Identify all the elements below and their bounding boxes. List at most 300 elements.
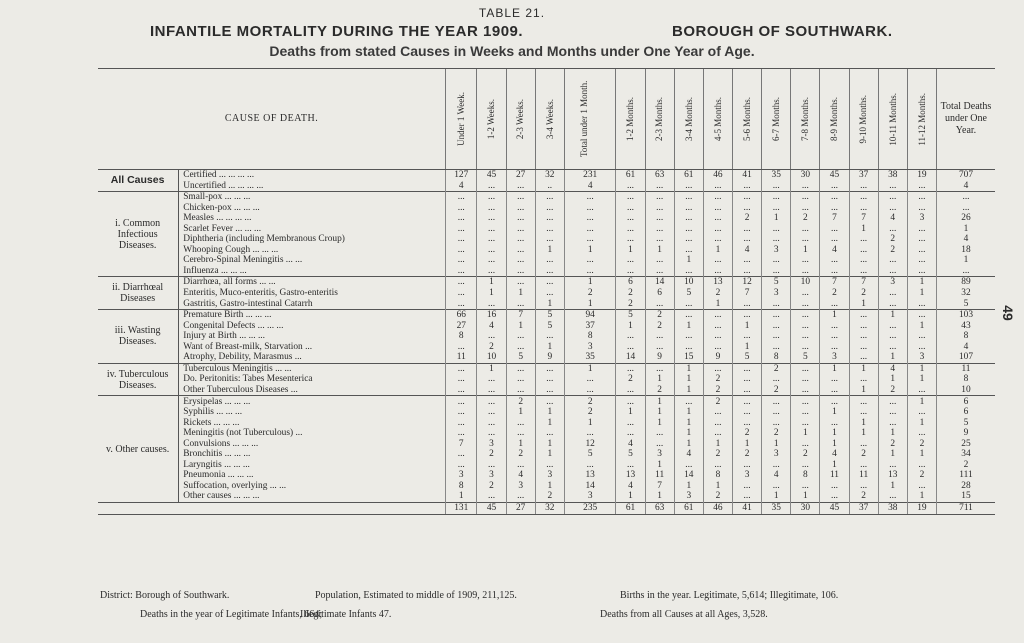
value-cell: ... [506,181,535,192]
value-cell: 1 [849,418,878,429]
value-cell: ... [907,481,936,492]
cause-cell: Injury at Birth ... ... ... [179,331,446,342]
value-cell: ... [506,234,535,245]
value-cell: ... [616,266,645,277]
value-cell: ... [907,460,936,471]
value-cell: ... [791,439,820,450]
value-cell: ... [703,192,732,203]
value-cell: ... [645,342,674,353]
value-cell: ... [762,203,791,214]
value-cell: ... [506,331,535,342]
footer-illegitimate-deaths: Illegitimate Infants 47. [300,609,392,620]
value-cell: ... [616,331,645,342]
value-cell: ... [849,352,878,363]
value-cell: 6 [645,288,674,299]
value-cell: 3 [506,481,535,492]
table-row [98,255,995,266]
value-cell: ... [791,321,820,332]
value-cell: 9 [645,352,674,363]
value-cell: ... [849,181,878,192]
value-cell: ... [616,203,645,214]
value-cell: ... [703,460,732,471]
value-cell: ... [907,181,936,192]
value-cell: 35 [564,352,616,363]
value-cell: ... [477,224,506,235]
col-header: 1-2 Weeks. [477,69,506,170]
value-cell: ... [820,385,849,396]
value-cell: 1 [907,418,936,429]
value-cell: 45 [477,170,506,181]
value-cell: 1 [674,481,703,492]
value-cell: 6 [616,277,645,288]
table-label: TABLE 21. [478,6,546,20]
value-cell: ... [506,245,535,256]
value-cell: 14 [616,352,645,363]
cause-cell: Laryngitis ... ... ... [179,460,446,471]
value-cell: 14 [674,470,703,481]
value-cell: 8 [791,470,820,481]
value-cell: ... [820,481,849,492]
value-cell: 1 [907,491,936,502]
value-cell: 4 [820,449,849,460]
value-cell: ... [616,342,645,353]
value-cell: ... [616,234,645,245]
value-cell: 1 [849,428,878,439]
value-cell: 1 [849,385,878,396]
table-row [98,203,995,214]
value-cell: 5 [564,449,616,460]
value-cell: ... [506,363,535,374]
value-cell: 13 [878,470,907,481]
value-cell: ... [936,192,995,203]
table-row [98,491,995,502]
value-cell: 1 [791,491,820,502]
cause-header: CAUSE OF DEATH. [98,69,446,170]
value-cell: ... [703,181,732,192]
value-cell: 66 [446,310,477,321]
value-cell: ... [506,255,535,266]
value-cell: 3 [762,288,791,299]
value-cell: ... [791,363,820,374]
value-cell: ... [506,277,535,288]
value-cell: 89 [936,277,995,288]
table-row [98,299,995,310]
col-header: 2-3 Weeks. [506,69,535,170]
value-cell: 1 [762,439,791,450]
value-cell: 4 [878,363,907,374]
value-cell: 38 [878,170,907,181]
value-cell: ... [907,192,936,203]
value-cell: 13 [616,470,645,481]
value-cell: ... [733,203,762,214]
value-cell: ... [762,407,791,418]
col-header: 2-3 Months. [645,69,674,170]
value-cell: 12 [733,277,762,288]
value-cell: 1 [645,491,674,502]
value-cell: 2 [616,288,645,299]
table-row [98,407,995,418]
value-cell: 1 [820,439,849,450]
value-cell: ... [791,299,820,310]
value-cell: 8 [446,481,477,492]
value-cell: 30 [791,170,820,181]
value-cell: ... [849,396,878,407]
total-cell: 35 [762,502,791,514]
value-cell: 111 [936,470,995,481]
value-cell: 1 [616,407,645,418]
value-cell: ... [674,234,703,245]
value-cell: 2 [564,288,616,299]
value-cell: 231 [564,170,616,181]
value-cell: 1 [506,439,535,450]
value-cell: 1 [907,396,936,407]
value-cell: 5 [936,299,995,310]
value-cell: 9 [703,352,732,363]
value-cell: ... [446,418,477,429]
value-cell: 2 [733,213,762,224]
value-cell: ... [674,299,703,310]
value-cell: 2 [477,449,506,460]
value-cell: 5 [936,418,995,429]
value-cell: ... [878,288,907,299]
mortality-table [98,68,995,515]
value-cell: 103 [936,310,995,321]
value-cell: 3 [878,277,907,288]
value-cell: ... [564,460,616,471]
value-cell: ... [849,407,878,418]
value-cell: ... [762,396,791,407]
value-cell: 1 [878,449,907,460]
value-cell: ... [535,203,564,214]
value-cell: ... [703,255,732,266]
value-cell: ... [616,428,645,439]
value-cell: ... [446,192,477,203]
value-cell: 2 [878,245,907,256]
value-cell: ... [535,213,564,224]
total-cell: 61 [616,502,645,514]
value-cell: ... [674,396,703,407]
value-cell: ... [762,331,791,342]
value-cell: 1 [674,428,703,439]
value-cell: ... [878,407,907,418]
value-cell: ... [878,460,907,471]
value-cell: ... [762,342,791,353]
value-cell: 1 [733,342,762,353]
value-cell: ... [535,374,564,385]
value-cell: 2 [703,385,732,396]
value-cell: ... [791,310,820,321]
value-cell: ... [674,331,703,342]
value-cell: ... [477,385,506,396]
value-cell: ... [762,460,791,471]
table-row [98,460,995,471]
value-cell: 1 [535,245,564,256]
value-cell: 1 [878,310,907,321]
value-cell: ... [762,299,791,310]
value-cell: ... [907,245,936,256]
value-cell: 8 [446,331,477,342]
cause-cell: Small-pox ... ... ... [179,192,446,203]
value-cell: 11 [936,363,995,374]
value-cell: ... [733,224,762,235]
value-cell: 4 [820,245,849,256]
value-cell: ... [645,266,674,277]
value-cell: 37 [564,321,616,332]
value-cell: ... [674,192,703,203]
value-cell: 1 [907,288,936,299]
value-cell: 2 [477,481,506,492]
value-cell: 3 [907,352,936,363]
total-cell: 41 [733,502,762,514]
value-cell: ... [936,203,995,214]
value-cell: 1 [703,439,732,450]
cause-cell: Syphilis ... ... ... [179,407,446,418]
value-cell: ... [733,266,762,277]
value-cell: 27 [446,321,477,332]
value-cell: 4 [674,449,703,460]
value-cell: ... [849,439,878,450]
table-row [98,449,995,460]
value-cell: ... [674,213,703,224]
table-row [98,374,995,385]
value-cell: ... [446,385,477,396]
col-header: 1-2 Months. [616,69,645,170]
value-cell: ... [849,266,878,277]
value-cell: ... [477,203,506,214]
value-cell: ... [564,213,616,224]
cause-cell: Pneumonia ... ... ... [179,470,446,481]
value-cell: 7 [645,481,674,492]
value-cell: ... [446,342,477,353]
value-cell: ... [535,396,564,407]
value-cell: 1 [878,428,907,439]
value-cell: 1 [674,321,703,332]
value-cell: ... [645,255,674,266]
table-row [98,213,995,224]
value-cell: ... [446,374,477,385]
cause-cell: Want of Breast-milk, Starvation ... [179,342,446,353]
value-cell: ... [477,396,506,407]
value-cell: ... [446,266,477,277]
value-cell: ... [820,192,849,203]
value-cell: 2 [703,288,732,299]
value-cell: ... [878,192,907,203]
value-cell: 2 [477,342,506,353]
value-cell: ... [733,418,762,429]
value-cell: 2 [791,213,820,224]
value-cell: ... [477,181,506,192]
value-cell: 8 [936,331,995,342]
value-cell: 28 [936,481,995,492]
total-cell: 45 [820,502,849,514]
value-cell: ... [878,203,907,214]
value-cell: ... [733,491,762,502]
value-cell: 1 [564,299,616,310]
value-cell: ... [733,255,762,266]
value-cell: ... [878,266,907,277]
table-row [98,181,995,192]
value-cell: 61 [616,170,645,181]
col-header: Total under 1 Month. [564,69,616,170]
value-cell: ... [446,299,477,310]
value-cell: 2 [820,288,849,299]
value-cell: 45 [820,170,849,181]
value-cell: ... [878,224,907,235]
value-cell: 1 [703,481,732,492]
value-cell: 1 [878,352,907,363]
value-cell: ... [616,213,645,224]
value-cell: 4 [446,181,477,192]
value-cell: ... [506,342,535,353]
value-cell: ... [477,192,506,203]
value-cell: 4 [762,470,791,481]
value-cell: ... [535,385,564,396]
value-cell: ... [703,407,732,418]
value-cell: 2 [849,288,878,299]
value-cell: ... [907,385,936,396]
value-cell: ... [703,266,732,277]
value-cell: 1 [645,396,674,407]
value-cell: 1 [820,310,849,321]
col-header: 11-12 Months. [907,69,936,170]
value-cell: 4 [616,439,645,450]
value-cell: ... [645,224,674,235]
value-cell: 3 [733,470,762,481]
value-cell: ... [762,310,791,321]
value-cell: 5 [535,321,564,332]
value-cell: ... [703,224,732,235]
value-cell: ... [936,266,995,277]
value-cell: 3 [564,342,616,353]
value-cell: 1 [506,321,535,332]
value-cell: 1 [535,439,564,450]
value-cell: 1 [674,385,703,396]
value-cell: 1 [564,363,616,374]
value-cell: 1 [733,321,762,332]
value-cell: ... [820,418,849,429]
value-cell: ... [907,299,936,310]
value-cell: ... [733,374,762,385]
value-cell: 5 [506,352,535,363]
value-cell: ... [733,396,762,407]
value-cell: 12 [564,439,616,450]
value-cell: 4 [936,234,995,245]
value-cell: ... [733,181,762,192]
value-cell: ... [477,245,506,256]
value-cell: ... [907,407,936,418]
value-cell: 707 [936,170,995,181]
value-cell: 3 [446,470,477,481]
value-cell: ... [535,224,564,235]
value-cell: 2 [703,396,732,407]
value-cell: 2 [762,363,791,374]
value-cell: 4 [878,213,907,224]
value-cell: ... [907,266,936,277]
total-cell: 37 [849,502,878,514]
value-cell: ... [703,234,732,245]
value-cell: ... [791,181,820,192]
value-cell: ... [616,192,645,203]
total-cell: 27 [506,502,535,514]
value-cell: 1 [506,407,535,418]
value-cell: 1 [535,418,564,429]
total-cell: 131 [446,502,477,514]
value-cell: ... [791,460,820,471]
value-cell: 3 [477,439,506,450]
value-cell: ... [564,255,616,266]
cause-cell: Rickets ... ... ... [179,418,446,429]
value-cell: 11 [645,470,674,481]
value-cell: 2 [762,428,791,439]
table-row [98,170,995,181]
cause-cell: Measles ... ... ... ... [179,213,446,224]
value-cell: ... [791,203,820,214]
value-cell: 46 [703,170,732,181]
value-cell: ... [849,310,878,321]
value-cell: 3 [907,213,936,224]
value-cell: ... [645,439,674,450]
value-cell: ... [791,234,820,245]
value-cell: 3 [674,491,703,502]
value-cell: ... [645,331,674,342]
value-cell: ... [703,331,732,342]
value-cell: ... [446,213,477,224]
value-cell: ... [564,192,616,203]
value-cell: ... [762,481,791,492]
value-cell: ... [674,342,703,353]
value-cell: ... [446,255,477,266]
value-cell: 1 [477,363,506,374]
value-cell: 1 [907,321,936,332]
value-cell: 2 [762,385,791,396]
value-cell: ... [820,321,849,332]
total-cell: 38 [878,502,907,514]
value-cell: 10 [936,385,995,396]
total-cell: 63 [645,502,674,514]
value-cell: ... [535,255,564,266]
group-label: v. Other causes. [98,396,179,502]
value-cell: ... [849,203,878,214]
value-cell: ... [506,192,535,203]
value-cell: ... [733,407,762,418]
table-row [98,470,995,481]
value-cell: ... [674,245,703,256]
table-row [98,224,995,235]
value-cell: 35 [762,170,791,181]
value-cell: 9 [535,352,564,363]
value-cell: ... [878,491,907,502]
value-cell: ... [878,331,907,342]
value-cell: 5 [535,310,564,321]
table-row [98,234,995,245]
value-cell: 2 [878,234,907,245]
value-cell: 1 [564,245,616,256]
value-cell: 4 [506,470,535,481]
value-cell: ... [477,491,506,502]
value-cell: ... [791,224,820,235]
value-cell: ... [506,213,535,224]
value-cell: 43 [936,321,995,332]
value-cell: 4 [564,181,616,192]
value-cell: ... [477,407,506,418]
value-cell: 1 [674,407,703,418]
total-cell: 45 [477,502,506,514]
value-cell: ... [791,481,820,492]
value-cell: ... [733,460,762,471]
value-cell: 1 [936,224,995,235]
value-cell: 2 [564,396,616,407]
value-cell: 107 [936,352,995,363]
